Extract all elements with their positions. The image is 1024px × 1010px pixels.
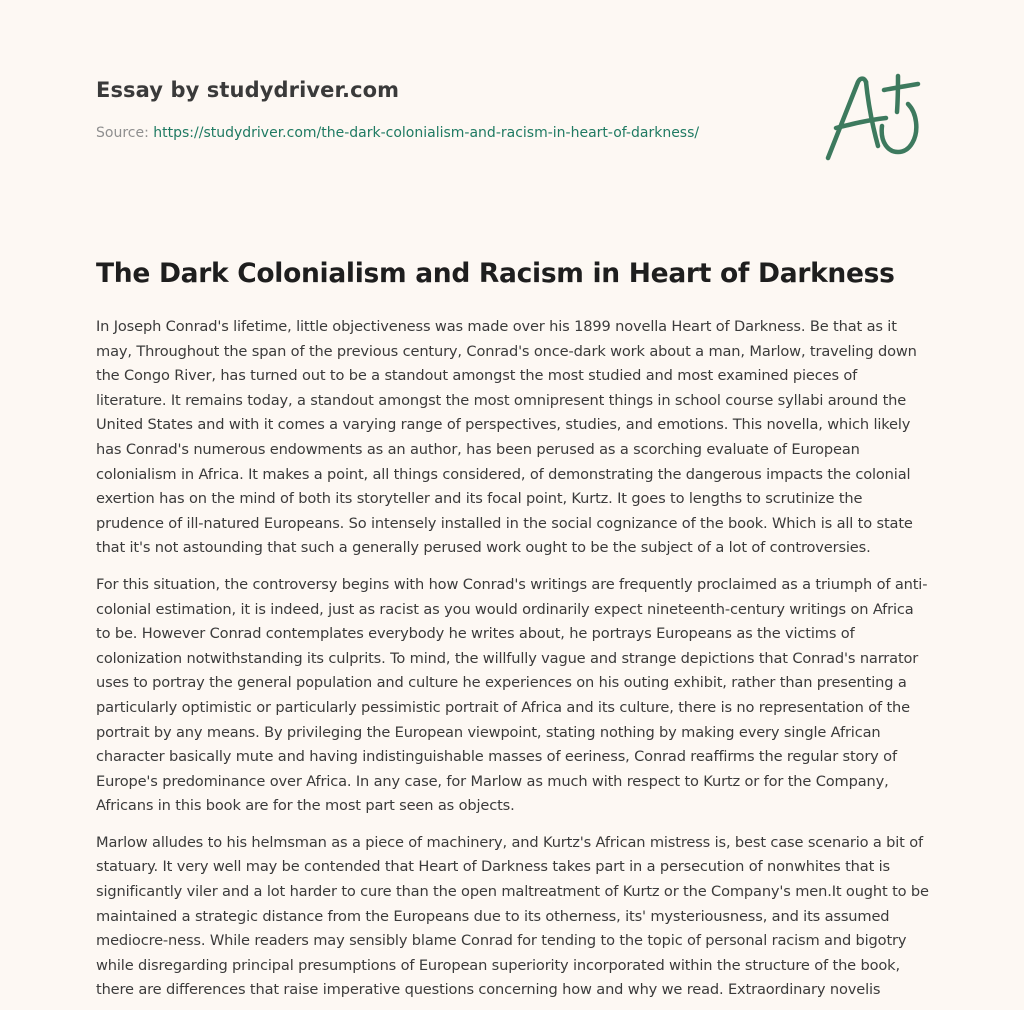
a-plus-logo-icon xyxy=(822,68,928,164)
essay-paragraph: Marlow alludes to his helmsman as a piece of machinery, and Kurtz's African mistress is, best case scenario a bit of statuary. It very well may be contended that Heart of Darkness takes part in a persecution of nonwhites that is significantly viler and a lot harder to cure than the open maltreatment of Kurtz or the Company's men.It ought to be maintained a strategic distance from the Europeans due to its otherness, its' mysteriousness, and its assumed mediocre-ness. While readers may sensibly blame Conrad for tending to the topic of personal racism and bigotry while disregarding principal presumptions of European superiority incorporated within the structure of the book, there are differences that raise imperative questions concerning how and why we read. Extraordinary novelis xyxy=(96,833,929,999)
essay-paragraph: In Joseph Conrad's lifetime, little objectiveness was made over his 1899 novella Heart of Darkness. Be that as it may, Throughout the span of the previous century, Conrad's once-dark work about a man, Marlow, traveling down the Congo River, has turned out to be a standout amongst the most studied and most examined pieces of literature. It remains today, a standout amongst the most omnipresent things in school course syllabi around the United States and with it comes a varying range of perspectives, studies, and emotions. This novella, which likely has Conrad's numerous endowments as an author, has been perused as a scorching evaluate of European colonialism in Africa. It makes a point, all things considered, of demonstrating the dangerous impacts the colonial exertion has on the mind of both its storyteller and its focal point, Kurtz. It goes to lengths to scrutinize the prudence of ill-natured Europeans. So intensely installed in the social cognizance of the book. Which is all to state that it's not astounding that such a generally perused work ought to be the subject of a lot of controversies. xyxy=(96,318,917,557)
essay-paragraph: For this situation, the controversy begins with how Conrad's writings are frequently proclaimed as a triumph of anti-colonial estimation, it is indeed, just as racist as you would ordinarily expect nineteenth-century writings on Africa to be. However Conrad contemplates everybody he writes about, he portrays Europeans as the victims of colonization notwithstanding its culprits. To mind, the willfully vague and strange depictions that Conrad's narrator uses to portray the general population and culture he experiences on his outing exhibit, rather than presenting a particularly optimistic or particularly pessimistic portrait of Africa and its culture, there is no representation of the portrait by any means. By privileging the European viewpoint, stating nothing by making every single African character basically mute and having indistinguishable masses of eeriness, Conrad reaffirms the regular story of Europe's predominance over Africa. In any case, for Marlow as much with respect to Kurtz or for the Company, Africans in this book are for the most part seen as objects. xyxy=(96,575,928,815)
site-brand: Essay by studydriver.com xyxy=(96,78,400,102)
essay-title: The Dark Colonialism and Racism in Heart of Darkness xyxy=(96,258,895,289)
essay-body xyxy=(96,315,930,1010)
source-link[interactable]: https://studydriver.com/the-dark-colonialism-and-racism-in-heart-of-darkness/ xyxy=(153,125,700,141)
source-line xyxy=(96,124,816,142)
page-header xyxy=(96,76,816,142)
source-label: Source: xyxy=(96,125,149,141)
